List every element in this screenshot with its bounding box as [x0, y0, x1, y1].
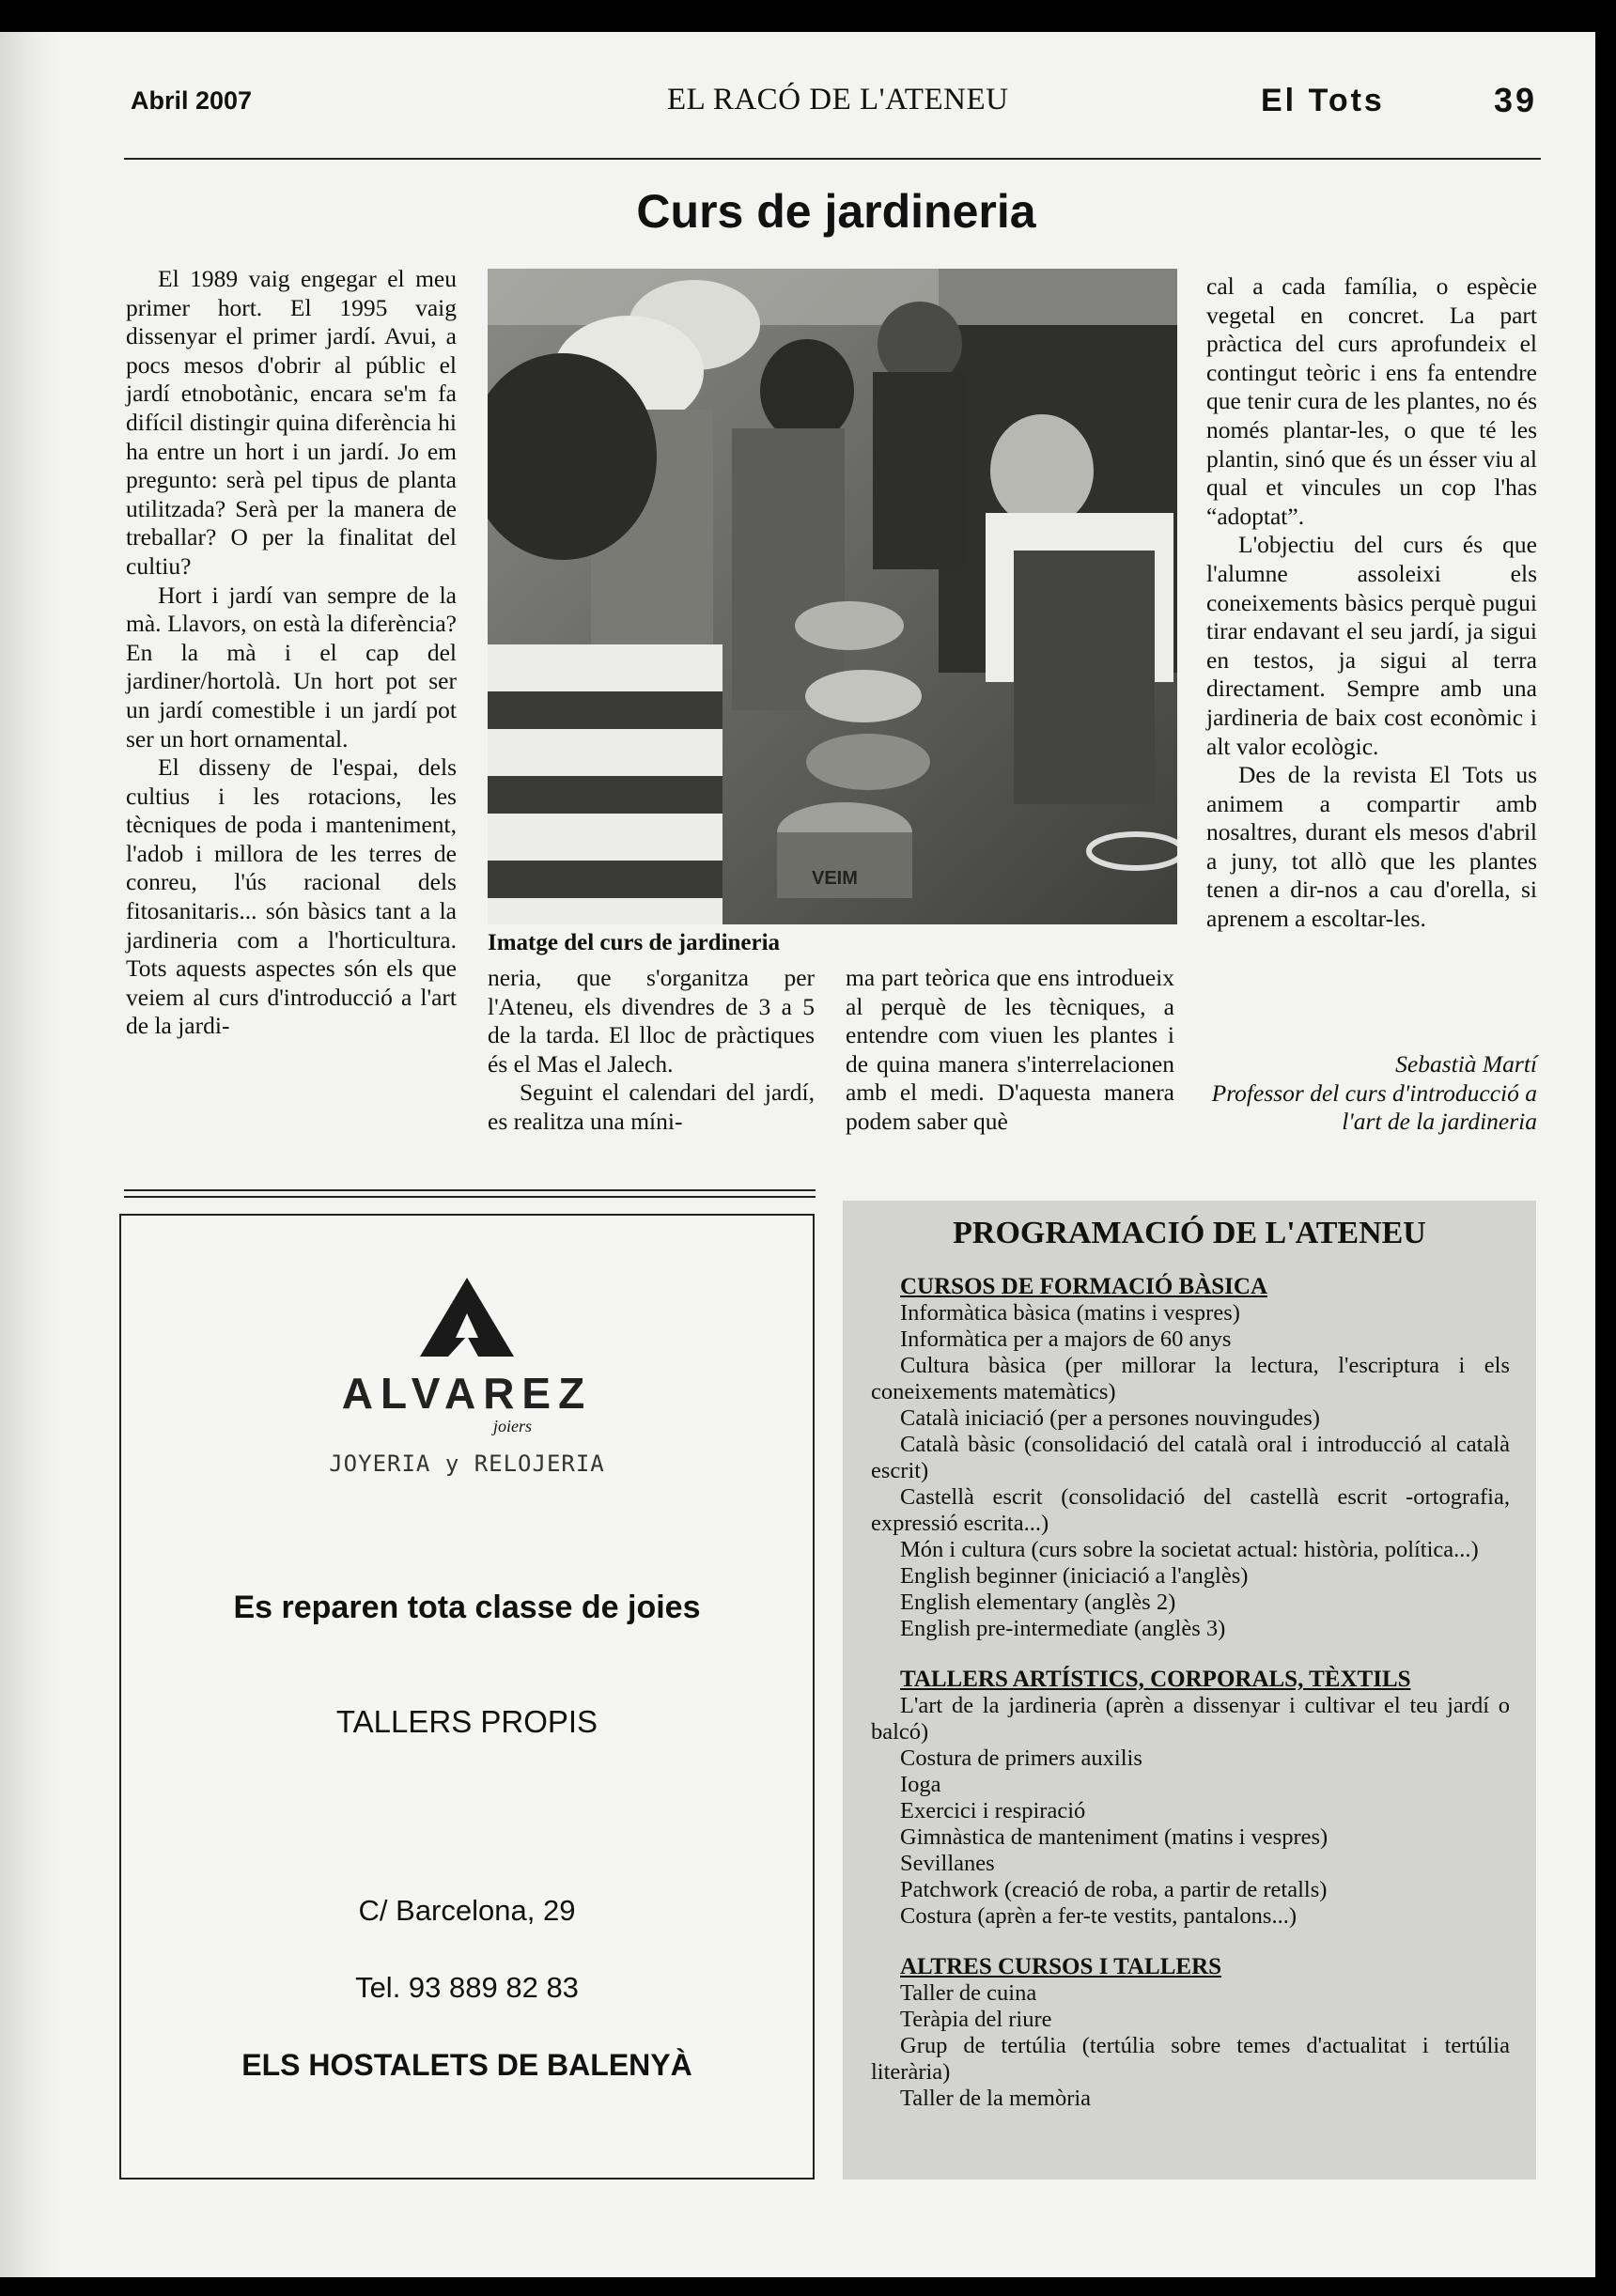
page-spine-shadow [0, 32, 58, 2277]
course-item: Món i cultura (curs sobre la societat actual: història, política...) [900, 1537, 1479, 1562]
course-item: Ioga [900, 1772, 941, 1797]
course-item: English beginner (iniciació a l'anglès) [900, 1563, 1249, 1589]
course-item: L'art de la jardineria (aprèn a dissenyar i cultivar el teu jardí o balcó) [871, 1693, 1510, 1745]
paragraph: L'objectiu del curs és que l'alumne assoleixi els coneixements bàsics perquè pugui tirar endavant el seu jardí, ja sigui en testos, ja sigui al terra directament. Sempre amb una jardineria de baix cost econòmic i alt valor ecològic. [1206, 531, 1537, 760]
article-title: Curs de jardineria [636, 185, 1036, 238]
page-number: 39 [1494, 81, 1538, 119]
article-column-1 [126, 265, 457, 1041]
ad-brand-sub: joiers [493, 1417, 533, 1435]
course-item: English elementary (anglès 2) [900, 1590, 1176, 1615]
paragraph: neria, que s'organitza per l'Ateneu, els divendres de 3 a 5 de la tarda. El lloc de pràctiques és el Mas el Jalech. [488, 964, 815, 1078]
article-photo [488, 269, 1177, 924]
paragraph: ma part teòrica que ens introdueix al perquè de les tècniques, a entendre com viuen les plantes i de quina manera s'interrelacionen amb el medi. D'aquesta manera podem saber què [846, 964, 1174, 1135]
course-item: Català bàsic (consolidació del català oral i introducció al català escrit) [871, 1432, 1510, 1483]
course-item: Taller de cuina [900, 1980, 1037, 2006]
course-item: Exercici i respiració [900, 1798, 1086, 1823]
ad-top-rule [124, 1189, 816, 1198]
photo-caption: Imatge del curs de jardineria [488, 930, 781, 955]
paragraph: cal a cada família, o espècie vegetal en concret. La part pràctica del curs aprofundeix el contingut teòric i ens fa entendre que tenir cura de les plantes, no és només plantar-les, o que té les plantin, sinó que és un ésser viu al qual et vincules un cop l'has “adoptat”. [1206, 272, 1537, 530]
programacio-box [843, 1201, 1536, 2180]
course-item: Castellà escrit (consolidació del castellà escrit -ortografia, expressió escrita...) [871, 1484, 1510, 1536]
author-name: Sebastià Martí [1395, 1050, 1537, 1078]
section-heading: ALTRES CURSOS I TALLERS [900, 1954, 1222, 1979]
article-column-4 [1206, 272, 1537, 934]
course-item: Sevillanes [900, 1851, 995, 1876]
course-item: Gimnàstica de manteniment (matins i vespres) [900, 1824, 1329, 1850]
course-item: Informàtica per a majors de 60 anys [900, 1326, 1232, 1352]
paragraph: Hort i jardí van sempre de la mà. Llavors, on està la diferència? En la mà i el cap del jardiner/hortolà. Un hort pot ser un jardí comestible i un jardí pot ser un hort ornamental. [126, 581, 457, 752]
author-role: Professor del curs d'introducció a l'art de la jardineria [1211, 1078, 1537, 1136]
programacio-body [871, 1274, 1510, 2112]
header-date: Abril 2007 [131, 86, 253, 115]
article-column-2 [488, 964, 815, 1137]
gardening-class-photo [488, 269, 1177, 924]
ad-repairs-line: Es reparen tota classe de joies [233, 1590, 701, 1625]
course-item: Català iniciació (per a persones nouvingudes) [900, 1405, 1320, 1431]
ad-workshops-line: TALLERS PROPIS [335, 1704, 598, 1739]
paragraph: Seguint el calendari del jardí, es realitza una míni- [488, 1078, 815, 1135]
author-signature [1206, 1050, 1537, 1137]
ad-town: ELS HOSTALETS DE BALENYÀ [241, 2048, 692, 2082]
ad-brand: ALVAREZ [341, 1369, 593, 1418]
header-section: El Tots [1261, 83, 1385, 118]
course-item: Taller de la memòria [900, 2086, 1092, 2111]
bucket-label: VEIM [812, 868, 858, 889]
course-item: Patchwork (creació de roba, a partir de retalls) [900, 1877, 1328, 1902]
paragraph: El disseny de l'espai, dels cultius i les rotacions, les tècniques de poda i manteniment, l'adob i millora de les terres de conreu, l'ús racional dels fitosanitaris... són bàsics tant a la jardineria com a l'horticultura. Tots aquests aspectes són els que veiem al curs d'introducció a l'art de la jardi- [126, 753, 457, 1040]
ad-address: C/ Barcelona, 29 [358, 1894, 576, 1927]
course-item: Informàtica bàsica (matins i vespres) [900, 1300, 1240, 1326]
paragraph: Des de la revista El Tots us animem a compartir amb nosaltres, durant els mesos d'abril a juny, tot allò que les plantes tenen a dir-nos a cau d'orella, si aprenem a escoltar-les. [1206, 761, 1537, 933]
course-item: Grup de tertúlia (tertúlia sobre temes d'actualitat i tertúlia literària) [871, 2033, 1510, 2085]
article-column-3 [846, 964, 1174, 1137]
jewelry-advertisement [119, 1214, 815, 2180]
header-magazine-name: EL RACÓ DE L'ATENEU [667, 83, 1009, 116]
course-item: Teràpia del riure [900, 2007, 1052, 2032]
section-heading: TALLERS ARTÍSTICS, CORPORALS, TÈXTILS [900, 1667, 1411, 1692]
course-item: English pre-intermediate (anglès 3) [900, 1616, 1226, 1641]
course-item: Costura de primers auxilis [900, 1745, 1142, 1771]
ad-trade: JOYERIA y RELOJERIA [329, 1451, 605, 1477]
course-item: Costura (aprèn a fer-te vestits, pantalons...) [900, 1903, 1297, 1929]
paragraph: El 1989 vaig engegar el meu primer hort. El 1995 vaig dissenyar el primer jardí. Avui, a pocs mesos d'obrir al públic el jardí etnobotànic, encara se'm fa difícil distingir quina diferència hi ha entre un hort i un jardí. Jo em pregunto: serà pel tipus de planta utilitzada? Serà per la manera de treballar? O per la finalitat del cultiu? [126, 265, 457, 580]
section-heading: CURSOS DE FORMACIÓ BÀSICA [900, 1274, 1268, 1299]
course-item: Cultura bàsica (per millorar la lectura, l'escriptura i els coneixements matemàtics) [871, 1353, 1510, 1404]
header-rule [124, 158, 1541, 160]
programacio-title: PROGRAMACIÓ DE L'ATENEU [953, 1216, 1426, 1250]
alvarez-logo-icon [420, 1278, 514, 1357]
ad-phone: Tel. 93 889 82 83 [355, 1971, 579, 2004]
